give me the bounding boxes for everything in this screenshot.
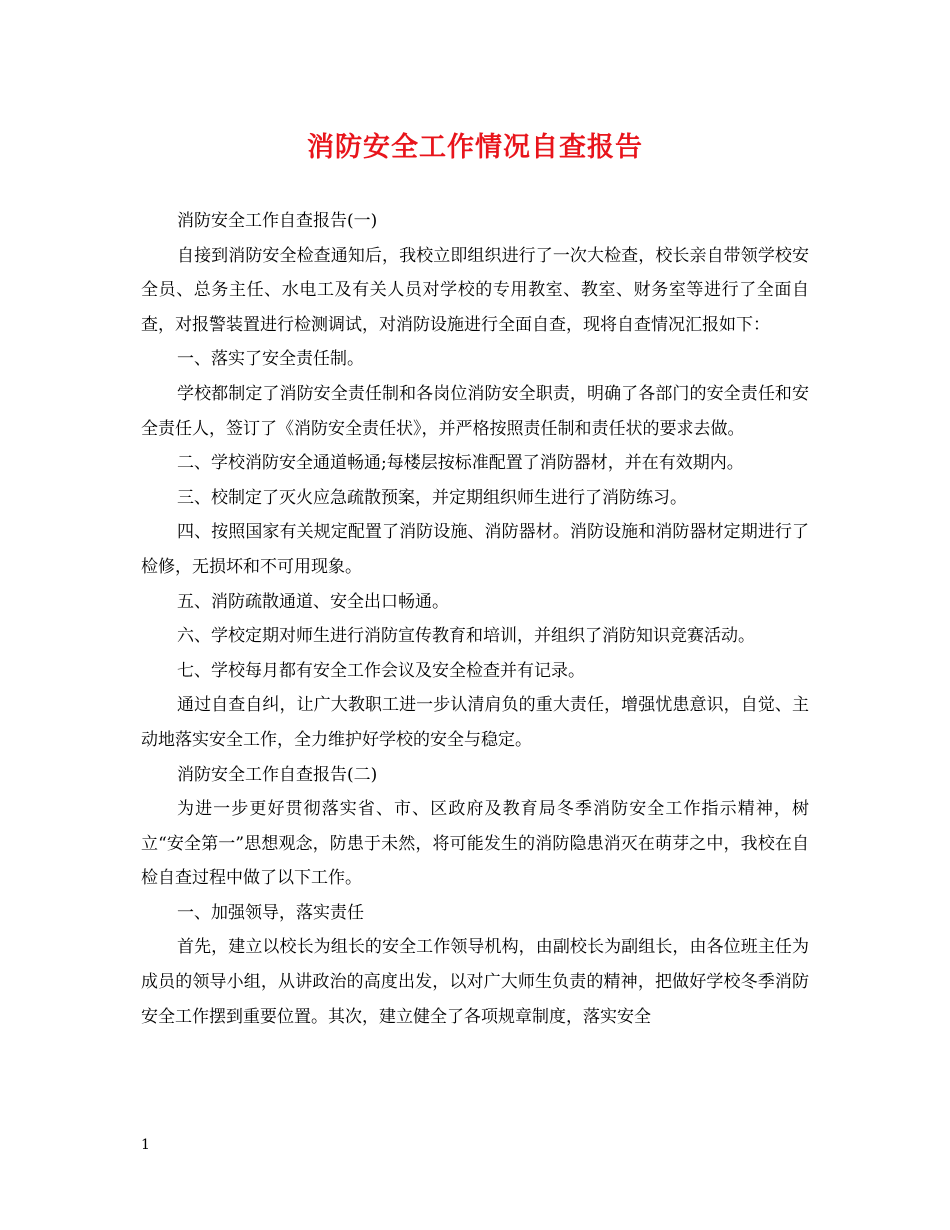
list-item: 一、落实了安全责任制。 xyxy=(177,349,364,370)
paragraph: 为进一步更好贯彻落实省、市、区政府及教育局冬季消防安全工作指示精神，树立“安全第一”思想观念，防患于未然，将可能发生的消防隐患消灭在萌芽之中，我校在自检自查过程中做了以下工作。 xyxy=(141,799,809,889)
section-heading-2: 消防安全工作自查报告(二) xyxy=(177,764,378,785)
list-item: 四、按照国家有关规定配置了消防设施、消防器材。消防设施和消防器材定期进行了检修，无损坏和不可用现象。 xyxy=(141,522,809,577)
document-body xyxy=(141,204,809,1034)
paragraph: 首先，建立以校长为组长的安全工作领导机构，由副校长为副组长，由各位班主任为成员的领导小组，从讲政治的高度出发，以对广大师生负责的精神，把做好学校冬季消防安全工作摆到重要位置。其次，建立健全了各项规章制度，落实安全 xyxy=(141,937,809,1027)
list-item: 一、加强领导，落实责任 xyxy=(177,902,364,923)
list-item: 二、学校消防安全通道畅通;每楼层按标准配置了消防器材，并在有效期内。 xyxy=(177,453,744,474)
list-item: 六、学校定期对师生进行消防宣传教育和培训，并组织了消防知识竞赛活动。 xyxy=(177,626,755,647)
page-title: 消防安全工作情况自查报告 xyxy=(307,132,643,163)
list-item: 三、校制定了灭火应急疏散预案，并定期组织师生进行了消防练习。 xyxy=(177,487,687,508)
page-number: 1 xyxy=(141,1137,150,1153)
section-heading-1: 消防安全工作自查报告(一) xyxy=(177,211,378,231)
paragraph: 学校都制定了消防安全责任制和各岗位消防安全职责，明确了各部门的安全责任和安全责任人，签订了《消防安全责任状》，并严格按照责任制和责任状的要求去做。 xyxy=(141,383,809,439)
paragraph: 自接到消防安全检查通知后，我校立即组织进行了一次大检查，校长亲自带领学校安全员、总务主任、水电工及有关人员对学校的专用教室、教室、财务室等进行了全面自查，对报警装置进行检测调试，对消防设施进行全面自查，现将自查情况汇报如下： xyxy=(141,245,809,335)
list-item: 七、学校每月都有安全工作会议及安全检查并有记录。 xyxy=(177,660,585,681)
list-item: 五、消防疏散通道、安全出口畅通。 xyxy=(177,591,449,612)
paragraph: 通过自查自纠，让广大教职工进一步认清肩负的重大责任，增强忧患意识，自觉、主动地落实安全工作，全力维护好学校的安全与稳定。 xyxy=(141,695,809,750)
